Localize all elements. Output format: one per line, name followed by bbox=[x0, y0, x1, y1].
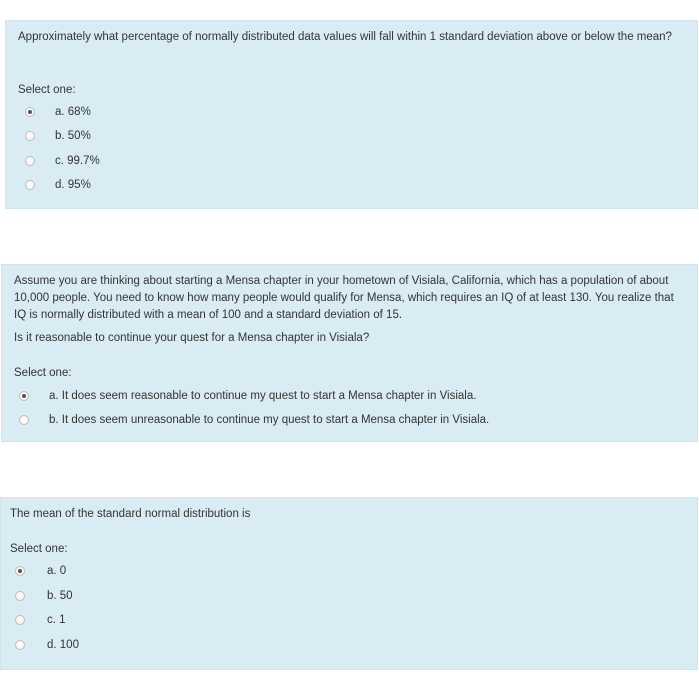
radio-button[interactable] bbox=[15, 591, 25, 601]
radio-button[interactable] bbox=[25, 180, 35, 190]
option-label[interactable]: d. 100 bbox=[47, 639, 79, 651]
option-b[interactable] bbox=[25, 127, 91, 145]
radio-button[interactable] bbox=[19, 391, 29, 401]
option-a[interactable] bbox=[25, 103, 91, 121]
option-c[interactable] bbox=[15, 611, 66, 629]
select-one-label: Select one: bbox=[10, 543, 68, 555]
option-label[interactable]: b. 50 bbox=[47, 590, 73, 602]
question-subtext: Is it reasonable to continue your quest for a Mensa chapter in Visiala? bbox=[14, 332, 370, 344]
radio-button[interactable] bbox=[15, 566, 25, 576]
radio-button[interactable] bbox=[19, 415, 29, 425]
question-2 bbox=[1, 264, 698, 442]
option-a[interactable] bbox=[15, 562, 66, 580]
question-text: Assume you are thinking about starting a Mensa chapter in your hometown of Visiala, California, which has a population of about 10,000 people. You need to know how many people would qualify for Mensa, which requires an IQ of at least 130. You realize that IQ is normally distributed with a mean of 100 and a standard deviation of 15. bbox=[14, 275, 674, 321]
option-a[interactable] bbox=[19, 387, 476, 405]
radio-button[interactable] bbox=[25, 131, 35, 141]
option-label[interactable]: a. 68% bbox=[55, 106, 91, 118]
select-one-label: Select one: bbox=[18, 84, 76, 96]
option-label[interactable]: a. It does seem reasonable to continue my quest to start a Mensa chapter in Visiala. bbox=[49, 390, 477, 402]
option-d[interactable] bbox=[25, 176, 91, 194]
option-b[interactable] bbox=[15, 587, 73, 605]
question-text: Approximately what percentage of normally distributed data values will fall within 1 standard deviation above or below the mean? bbox=[18, 31, 672, 43]
option-label[interactable]: c. 1 bbox=[47, 614, 66, 626]
option-d[interactable] bbox=[15, 636, 79, 654]
option-c[interactable] bbox=[25, 152, 100, 170]
radio-button[interactable] bbox=[25, 107, 35, 117]
option-label[interactable]: b. 50% bbox=[55, 130, 91, 142]
radio-button[interactable] bbox=[15, 615, 25, 625]
question-text: The mean of the standard normal distribution is bbox=[10, 508, 251, 520]
select-one-label: Select one: bbox=[14, 367, 72, 379]
radio-button[interactable] bbox=[25, 156, 35, 166]
option-label[interactable]: d. 95% bbox=[55, 179, 91, 191]
radio-button[interactable] bbox=[15, 640, 25, 650]
question-3 bbox=[0, 497, 698, 670]
question-1 bbox=[5, 20, 698, 209]
option-label[interactable]: b. It does seem unreasonable to continue my quest to start a Mensa chapter in Visiala. bbox=[49, 414, 490, 426]
option-b[interactable] bbox=[19, 411, 489, 429]
option-label[interactable]: c. 99.7% bbox=[55, 155, 100, 167]
option-label[interactable]: a. 0 bbox=[47, 565, 67, 577]
